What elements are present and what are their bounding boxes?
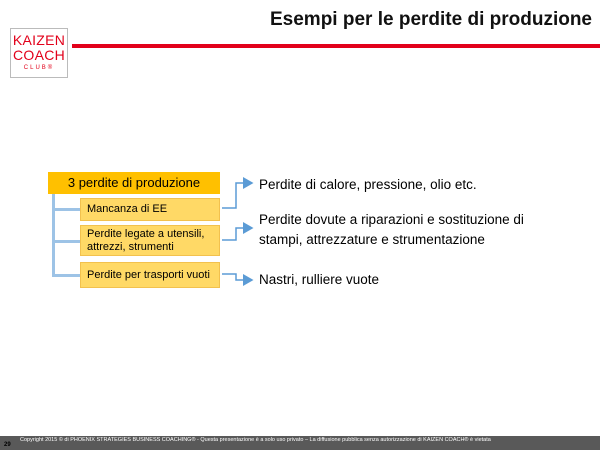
logo-line-1: KAIZEN [12, 32, 66, 48]
page-number: 29 [4, 442, 11, 448]
footer-bar [0, 436, 600, 450]
connector-branch-2 [52, 240, 80, 243]
loss-description-1: Perdite di calore, pressione, olio etc. [259, 177, 477, 192]
kaizen-coach-logo [10, 28, 68, 78]
loss-box-label: Mancanza di EE [87, 203, 168, 215]
loss-description-3: Nastri, rulliere vuote [259, 272, 380, 287]
arrow-2 [222, 228, 252, 240]
loss-box-label: Perdite legate a utensili, attrezzi, strumenti [87, 227, 205, 253]
loss-box-tools [80, 225, 220, 256]
loss-box-energy [80, 198, 220, 221]
loss-description-2: Perdite dovute a riparazioni e sostituzione di stampi, attrezzature e strumentazione [259, 212, 524, 247]
title-underline [72, 44, 600, 48]
arrow-3 [222, 274, 252, 280]
connector-branch-1 [52, 208, 80, 211]
loss-box-label: Perdite per trasporti vuoti [87, 268, 210, 281]
connector-stem [52, 194, 55, 276]
logo-line-2: COACH [12, 47, 66, 63]
logo-line-3: CLUB® [23, 65, 55, 71]
connector-branch-3 [52, 274, 80, 277]
main-category-box: 3 perdite di produzione [48, 172, 220, 194]
copyright-text: Copyright 2015 © di PHOENIX STRATEGIES BUSINESS COACHING® - Questa presentazione è a solo uso privato – La diffusione pubblica senza autorizzazione di KAIZEN COACH® è vietata [20, 437, 491, 443]
loss-box-transport [80, 262, 220, 288]
arrow-1 [222, 183, 252, 208]
slide-title: Esempi per le perdite di produzione [270, 9, 592, 30]
